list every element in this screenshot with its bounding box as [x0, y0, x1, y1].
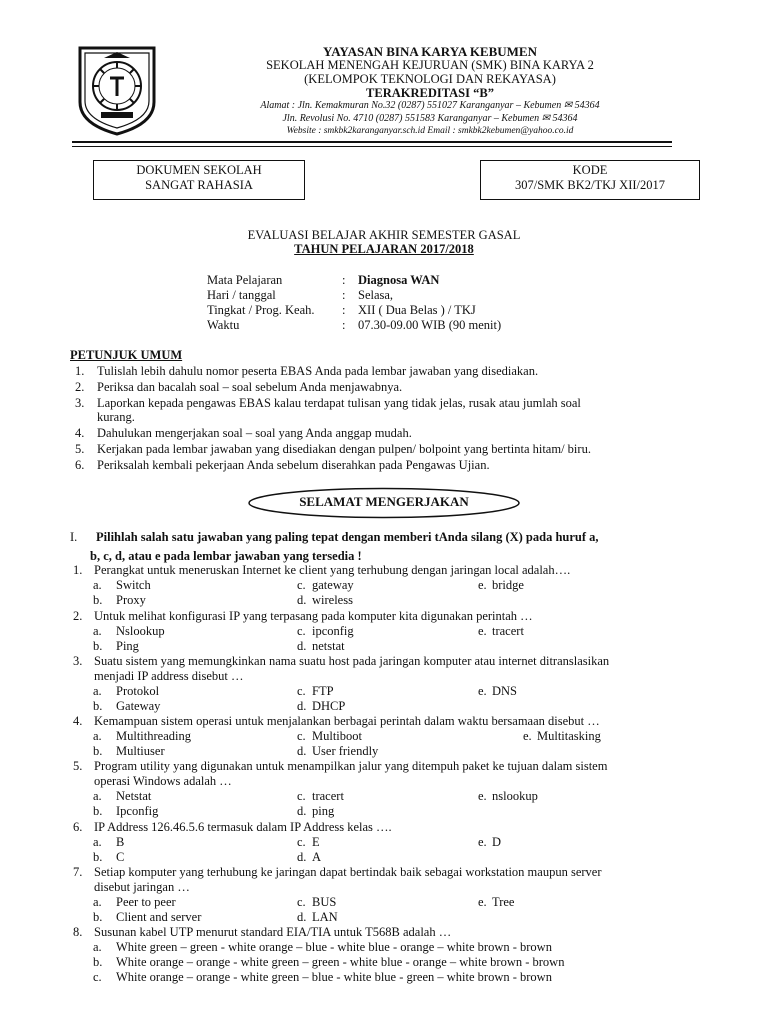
option-letter: b. [93, 744, 103, 758]
instruction-number: 6. [75, 458, 85, 472]
section-number: I. [70, 530, 78, 544]
question-text: menjadi IP address disebut … [94, 669, 244, 683]
question-text: Untuk melihat konfigurasi IP yang terpasang pada komputer kita digunakan perintah … [94, 609, 533, 623]
option-letter: a. [93, 729, 102, 743]
option-letter: c. [297, 729, 306, 743]
info-value-level: XII ( Dua Belas ) / TKJ [358, 303, 476, 317]
option-text: A [312, 850, 322, 864]
option-letter: c. [297, 789, 306, 803]
option-text: White green – green - white orange – blue - white blue - orange – white brown - brown [116, 940, 552, 954]
school-group: (KELOMPOK TEKNOLOGI DAN REKAYASA) [304, 72, 556, 86]
info-value-subject: Diagnosa WAN [358, 273, 440, 287]
option-letter: d. [297, 850, 307, 864]
question-number: 4. [73, 714, 83, 728]
doc-box-line1: DOKUMEN SEKOLAH [136, 163, 262, 177]
option-text: netstat [312, 639, 345, 653]
option-text: BUS [312, 895, 337, 909]
info-sep: : [342, 273, 346, 287]
address-line-1: Alamat : Jln. Kemakmuran No.32 (0287) 551027 Karanganyar – Kebumen ✉ 54364 [260, 100, 600, 111]
instructions-heading: PETUNJUK UMUM [70, 348, 183, 362]
address-line-2: Jln. Revolusi No. 4710 (0287) 551583 Karanganyar – Kebumen ✉ 54364 [282, 113, 578, 124]
question-text: disebut jaringan … [94, 880, 190, 894]
section-instruction-line1: Pilihlah salah satu jawaban yang paling tepat dengan memberi tAnda silang (X) pada huruf a, [96, 530, 599, 544]
option-text: LAN [312, 910, 338, 924]
option-letter: a. [93, 835, 102, 849]
option-letter: e. [478, 895, 487, 909]
question-text: Perangkat untuk meneruskan Internet ke client yang terhubung dengan jaringan local adalah…. [94, 563, 571, 577]
option-letter: b. [93, 804, 103, 818]
option-letter: c. [93, 970, 102, 984]
instruction-number: 5. [75, 442, 85, 456]
option-text: ping [312, 804, 335, 818]
option-text: DHCP [312, 699, 346, 713]
option-letter: e. [478, 684, 487, 698]
question-number: 6. [73, 820, 83, 834]
option-text: gateway [312, 578, 354, 592]
option-text: Multithreading [116, 729, 191, 743]
exam-title: EVALUASI BELAJAR AKHIR SEMESTER GASAL [247, 228, 521, 242]
info-sep: : [342, 288, 346, 302]
question-text: Program utility yang digunakan untuk menampilkan jalur yang ditempuh paket ke tujuan dalam sistem [94, 759, 608, 773]
option-letter: a. [93, 578, 102, 592]
option-letter: e. [478, 624, 487, 638]
option-letter: a. [93, 624, 102, 638]
section-instruction-line2: b, c, d, atau e pada lembar jawaban yang tersedia ! [90, 549, 362, 563]
option-letter: b. [93, 639, 103, 653]
option-text: D [492, 835, 502, 849]
option-text: White orange – orange - white green – green - white blue - orange – white brown - brown [116, 955, 565, 969]
header-rule-thin [72, 146, 672, 147]
option-letter: c. [297, 578, 306, 592]
question-text: Susunan kabel UTP menurut standard EIA/TIA untuk T568B adalah … [94, 925, 452, 939]
instruction-text: Laporkan kepada pengawas EBAS kalau terdapat tulisan yang tidak jelas, rusak atau jumlah soal [97, 396, 581, 410]
info-label: Mata Pelajaran [207, 273, 283, 287]
option-text: wireless [312, 593, 353, 607]
option-text: bridge [492, 578, 524, 592]
option-text: E [312, 835, 320, 849]
question-number: 8. [73, 925, 83, 939]
option-text: Ipconfig [116, 804, 159, 818]
option-letter: e. [523, 729, 532, 743]
info-sep: : [342, 303, 346, 317]
option-letter: d. [297, 639, 307, 653]
instruction-text: Tulislah lebih dahulu nomor peserta EBAS Anda pada lembar jawaban yang disediakan. [97, 364, 539, 378]
option-text: Peer to peer [116, 895, 176, 909]
code-box-value: 307/SMK BK2/TKJ XII/2017 [514, 178, 665, 192]
question-text: operasi Windows adalah … [94, 774, 232, 788]
option-letter: c. [297, 895, 306, 909]
instruction-text: Periksa dan bacalah soal – soal sebelum Anda menjawabnya. [97, 380, 403, 394]
question-text: Setiap komputer yang terhubung ke jaringan dapat bertindak baik sebagai workstation maupun server [94, 865, 602, 879]
option-letter: d. [297, 593, 307, 607]
instruction-text: Kerjakan pada lembar jawaban yang disediakan dengan pulpen/ bolpoint yang bertinta hitam/ biru. [97, 442, 591, 456]
foundation-name: YAYASAN BINA KARYA KEBUMEN [323, 44, 537, 59]
question-number: 1. [73, 563, 83, 577]
info-sep: : [342, 318, 346, 332]
info-label: Hari / tanggal [207, 288, 276, 302]
academic-year: TAHUN PELAJARAN 2017/2018 [294, 242, 474, 256]
instruction-text: kurang. [97, 410, 135, 424]
header-rule-thick [72, 141, 672, 143]
option-text: Switch [116, 578, 151, 592]
option-text: Multiboot [312, 729, 363, 743]
code-box-label: KODE [572, 163, 608, 177]
option-text: C [116, 850, 125, 864]
option-letter: d. [297, 910, 307, 924]
school-logo [76, 44, 158, 136]
info-label: Tingkat / Prog. Keah. [207, 303, 315, 317]
accreditation: TERAKREDITASI “B” [366, 86, 494, 100]
option-text: nslookup [492, 789, 538, 803]
option-text: Nslookup [116, 624, 165, 638]
instruction-number: 4. [75, 426, 85, 440]
banner-text: SELAMAT MENGERJAKAN [299, 494, 469, 509]
option-text: User friendly [312, 744, 379, 758]
question-number: 5. [73, 759, 83, 773]
instruction-text: Periksalah kembali pekerjaan Anda sebelum diserahkan pada Pengawas Ujian. [97, 458, 490, 472]
option-text: ipconfig [312, 624, 354, 638]
option-text: tracert [492, 624, 524, 638]
option-text: B [116, 835, 125, 849]
code-box [480, 160, 700, 200]
info-label: Waktu [207, 318, 240, 332]
option-letter: e. [478, 835, 487, 849]
option-letter: b. [93, 955, 103, 969]
option-text: Client and server [116, 910, 202, 924]
option-text: FTP [312, 684, 334, 698]
option-text: Protokol [116, 684, 160, 698]
option-text: White orange – orange - white green – blue - white blue - green – white brown - brown [116, 970, 552, 984]
website-email: Website : smkbk2karanganyar.sch.id Email : smkbk2kebumen@yahoo.co.id [286, 126, 574, 136]
question-number: 3. [73, 654, 83, 668]
option-text: Tree [492, 895, 515, 909]
option-letter: a. [93, 940, 102, 954]
info-value-time: 07.30-09.00 WIB (90 menit) [358, 318, 502, 332]
question-number: 2. [73, 609, 83, 623]
option-text: tracert [312, 789, 344, 803]
option-letter: c. [297, 624, 306, 638]
option-letter: d. [297, 804, 307, 818]
option-letter: c. [297, 835, 306, 849]
instruction-number: 1. [75, 364, 85, 378]
option-letter: a. [93, 789, 102, 803]
option-text: Gateway [116, 699, 161, 713]
option-text: Proxy [116, 593, 146, 607]
instruction-text: Dahulukan mengerjakan soal – soal yang Anda anggap mudah. [97, 426, 412, 440]
school-name: SEKOLAH MENENGAH KEJURUAN (SMK) BINA KARYA 2 [266, 58, 594, 72]
option-letter: e. [478, 789, 487, 803]
question-number: 7. [73, 865, 83, 879]
option-text: Ping [116, 639, 139, 653]
option-text: Multiuser [116, 744, 165, 758]
document-classification-box [93, 160, 305, 200]
option-letter: d. [297, 744, 307, 758]
option-letter: e. [478, 578, 487, 592]
option-letter: b. [93, 593, 103, 607]
option-letter: b. [93, 850, 103, 864]
question-text: IP Address 126.46.5.6 termasuk dalam IP Address kelas …. [94, 820, 392, 834]
option-text: Netstat [116, 789, 152, 803]
instruction-number: 3. [75, 396, 85, 410]
option-letter: a. [93, 684, 102, 698]
option-letter: d. [297, 699, 307, 713]
doc-box-line2: SANGAT RAHASIA [145, 178, 253, 192]
option-text: Multitasking [537, 729, 601, 743]
option-text: DNS [492, 684, 518, 698]
info-value-day: Selasa, [358, 288, 394, 302]
option-letter: b. [93, 910, 103, 924]
option-letter: a. [93, 895, 102, 909]
question-text: Kemampuan sistem operasi untuk menjalankan berbagai perintah dalam waktu bersamaan disebut … [94, 714, 600, 728]
instruction-number: 2. [75, 380, 85, 394]
question-text: Suatu sistem yang memungkinkan nama suatu host pada jaringan komputer atau internet ditranslasikan [94, 654, 610, 668]
option-letter: c. [297, 684, 306, 698]
option-letter: b. [93, 699, 103, 713]
